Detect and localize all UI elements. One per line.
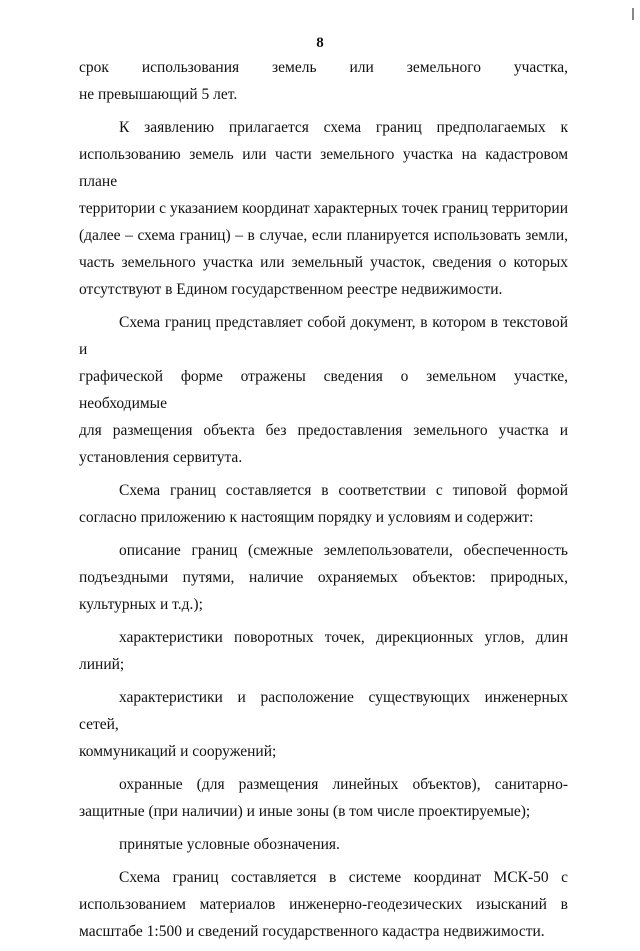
text-line: не превышающий 5 лет. (79, 86, 238, 103)
text-line: Схема границ составляется в соответствии с типовой формой (119, 482, 568, 499)
paragraph (79, 624, 568, 678)
scan-edge-mark (632, 8, 634, 20)
document-body (79, 54, 568, 951)
paragraph (79, 864, 568, 945)
text-line: характеристики и расположение существующих инженерных сетей, (79, 689, 568, 733)
paragraph (79, 831, 568, 858)
paragraph (79, 54, 568, 108)
paragraph (79, 114, 568, 303)
text-line: территории с указанием координат характерных точек границ территории (79, 200, 568, 217)
paragraph (79, 771, 568, 825)
text-line: характеристики поворотных точек, дирекционных углов, длин (119, 629, 568, 646)
text-line: согласно приложению к настоящим порядку и условиям и содержит: (79, 509, 534, 526)
text-line: линий; (79, 656, 125, 673)
text-line: охранные (для размещения линейных объектов), санитарно- (119, 776, 568, 793)
paragraph (79, 684, 568, 765)
text-line: описание границ (смежные землепользователи, обеспеченность (119, 542, 568, 559)
text-line: использованию земель или части земельного участка на кадастровом плане (79, 146, 568, 190)
text-line: использованием материалов инженерно-геодезических изысканий в (79, 896, 568, 913)
text-line: масштабе 1:500 и сведений государственного кадастра недвижимости. (79, 923, 545, 940)
paragraph (79, 477, 568, 531)
text-line: Схема границ составляется в системе координат МСК-50 с (119, 869, 568, 886)
text-line: коммуникаций и сооружений; (79, 743, 277, 760)
page-number: 8 (316, 35, 324, 51)
text-line: (далее – схема границ) – в случае, если планируется использовать земли, (79, 227, 568, 244)
text-line: Схема границ представляет собой документ, в котором в текстовой и (79, 314, 568, 358)
paragraph (79, 537, 568, 618)
text-line: принятые условные обозначения. (119, 836, 340, 853)
text-line: установления сервитута. (79, 449, 243, 466)
text-line: для размещения объекта без предоставления земельного участка и (79, 422, 568, 439)
paragraph (79, 309, 568, 471)
text-line: К заявлению прилагается схема границ предполагаемых к (119, 119, 568, 136)
text-line: защитные (при наличии) и иные зоны (в том числе проектируемые); (79, 803, 531, 820)
text-line: отсутствуют в Едином государственном реестре недвижимости. (79, 281, 503, 298)
text-line: графической форме отражены сведения о земельном участке, необходимые (79, 368, 568, 412)
text-line: срок использования земель или земельного участка, (79, 59, 568, 76)
text-line: культурных и т.д.); (79, 596, 203, 613)
text-line: часть земельного участка или земельный участок, сведения о которых (79, 254, 568, 271)
text-line: подъездными путями, наличие охраняемых объектов: природных, (79, 569, 568, 586)
